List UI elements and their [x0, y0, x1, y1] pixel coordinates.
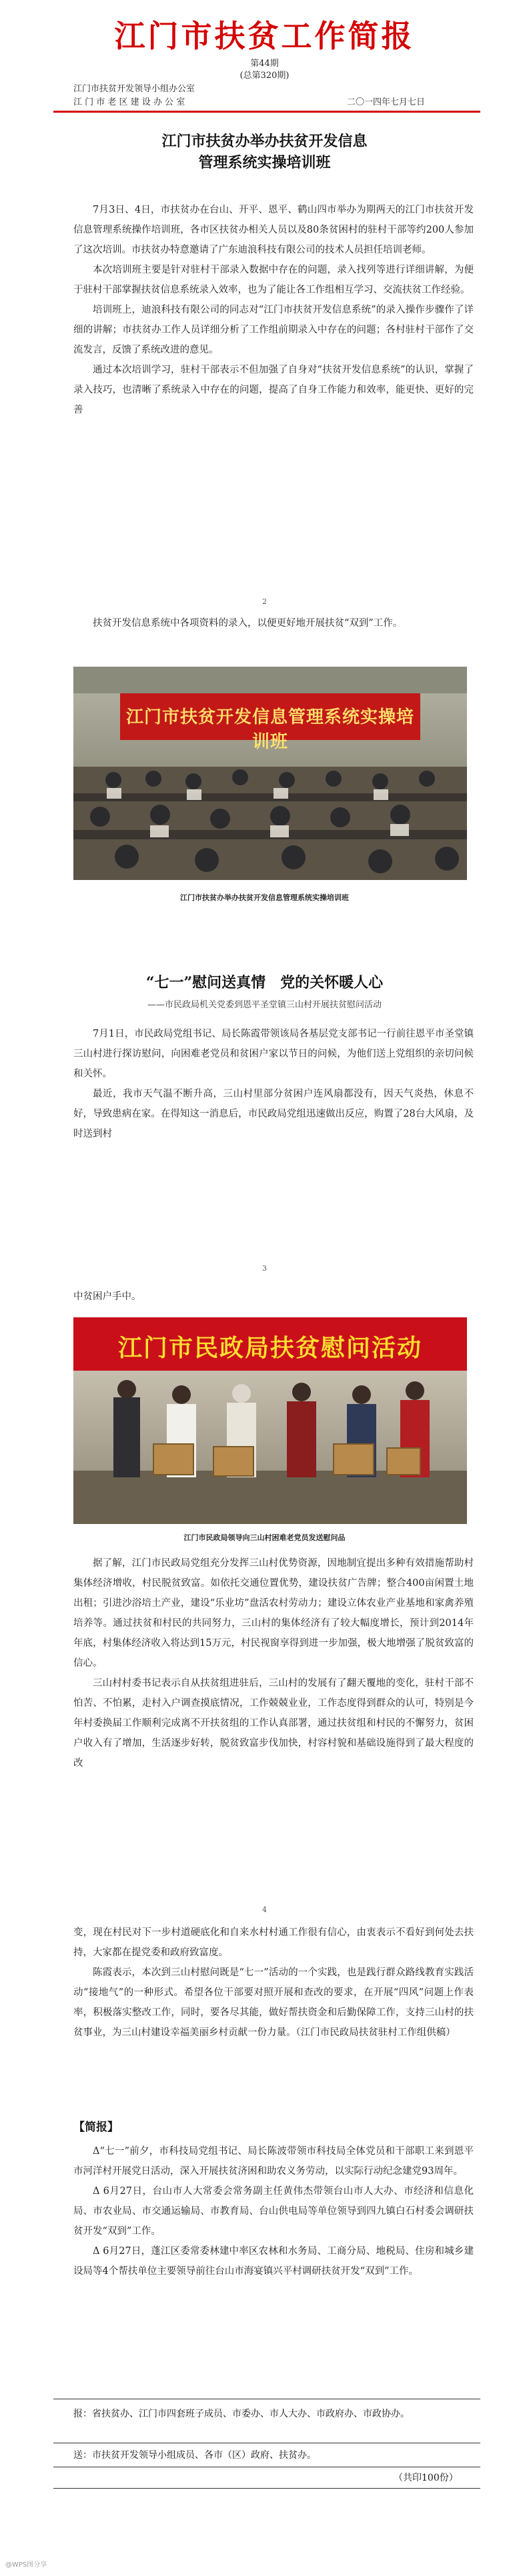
article2-body-b — [73, 1553, 474, 1773]
brief-item: Δ 6月27日，蓬江区委常委林建中率区农林和水务局、工商分局、地税局、住房和城乡建设局等4个帮扶单位主要领导前往台山市海宴镇兴平村调研扶贫开发“双到”工作。 — [73, 2246, 474, 2277]
article1-title-line1: 江门市扶贫办举办扶贫开发信息 — [161, 133, 368, 150]
issuer-org-1: 江门市扶贫开发领导小组办公室 — [73, 84, 195, 94]
article1-body — [73, 200, 474, 420]
article1-paragraph: 7月3日、4日，市扶贫办在台山、开平、恩平、鹤山四市举办为期两天的江门市扶贫开发信息管理系统操作培训班，各市区扶贫办相关人员以及80条贫困村的驻村干部等约200人参加了这次培训。市扶贫办特意邀请了广东迪浪科技有限公司的技术人员担任培训老师。 — [73, 205, 474, 255]
article2-paragraph: 最近，我市天气温不断升高，三山村里部分贫困户连风扇都没有，因天气炎热，休息不好，导致患病在家。在得知这一消息后，市民政局党组迅速做出反应，购置了28台大风扇，及时送到村 — [73, 1089, 474, 1139]
bulletin-title: 江门市扶贫工作简报 — [114, 18, 415, 54]
article1-paragraph: 本次培训班主要是针对驻村干部录入数据中存在的问题，录入找列等进行详细讲解，为便于驻村干部掌握扶贫信息系统录入效率，也为了能让各工作组相互学习、交流扶贫工作经验。 — [73, 265, 474, 295]
article2-paragraph: 三山村村委书记表示自从扶贫组进驻后，三山村的发展有了翻天覆地的变化，驻村干部不怕苦、不怕累，走村入户调查摸底情况，工作兢兢业业，工作态度得到群众的认可，特别是今年村委换届工作顺利完成离不开扶贫组的工作认真部署，通过扶贫组和村民的不懈努力，贫困户收入有了增加，生活逐步好转，脱贫致富步伐加快，村容村貌和基础设施得到了最大程度的改 — [73, 1678, 474, 1769]
article2-body — [73, 1024, 474, 1144]
wps-share-watermark: @WPS图分享 — [5, 2561, 47, 2569]
article2-paragraph: 7月1日，市民政局党组书记、局长陈霞带领该局各基层党支部书记一行前往恩平市圣堂镇三山村进行探访慰问，向困难老党员和贫困户家以节日的问候，为他们送上党组织的亲切问候和关怀。 — [73, 1029, 474, 1079]
article2-continuation — [73, 1287, 474, 1307]
article1-title-line2: 管理系统实操培训班 — [198, 154, 331, 171]
article2-title: “七一”慰问送真情 党的关怀暖人心 — [145, 974, 384, 991]
relief-photo — [73, 1317, 467, 1524]
article1-paragraph: 扶贫开发信息系统中各项资料的录入，以便更好地开展扶贫“双到”工作。 — [93, 618, 403, 629]
page-number: 3 — [262, 1264, 267, 1273]
page-number: 4 — [262, 1905, 267, 1914]
article1-paragraph: 通过本次培训学习，驻村干部表示不但加强了自身对“扶贫开发信息系统”的认识，掌握了录入技巧，也清晰了系统录入中存在的问题，提高了自身工作能力和效率，能更快、更好的完善 — [73, 365, 474, 415]
distribution-copy — [73, 2448, 474, 2461]
briefs-list — [73, 2141, 474, 2281]
brief-item: Δ 6月27日，台山市人大常委会常务副主任黄伟杰带领台山市人大办、市经济和信息化局、市农业局、市交通运输局、市教育局、台山供电局等单位领导到四九镇白石村委会调研扶贫开发“双到”工作。 — [73, 2186, 474, 2237]
brief-item: Δ“七一”前夕，市科技局党组书记、局长陈波带领市科技局全体党员和干部职工来到恩平市河洋村开展党日活动，深入开展扶贫济困和助农义务劳动，以实际行动纪念建党93周年。 — [73, 2146, 474, 2177]
masthead-divider — [53, 111, 480, 113]
article2-body-c — [73, 1923, 474, 2043]
training-banner-text: 江门市扶贫开发信息管理系统实操培训班 — [125, 707, 414, 752]
photo-caption: 江门市民政局领导向三山村困难老党员发送慰问品 — [183, 1533, 346, 1542]
send-label: 报： — [73, 2409, 92, 2419]
article2-paragraph: 变，现在村民对下一步村道硬底化和自来水村村通工作很有信心，由衷表示不看好到何处去扶持，大家都在提党委和政府致富度。 — [73, 1927, 474, 1958]
article2-paragraph: 陈霞表示，本次到三山村慰问既是“七一”活动的一个实践，也是践行群众路线教育实践活动“接地气”的一种形式。希望各位干部要对照开展和查改的要求，在开展“四风”问题上作表率，积极落实整改工作，同时，要各尽其能，做好帮扶资金和后勤保障工作，支持三山村的扶贫事业，为三山村建设幸福美丽乡村贡献一份力量。（江门市民政局扶贫驻村工作组供稿） — [73, 1967, 474, 2038]
issue-number: 第44期 — [250, 59, 279, 69]
relief-banner-text: 江门市民政局扶贫慰问活动 — [117, 1335, 422, 1362]
article1-continuation — [73, 613, 474, 633]
copy-recipients: 市扶贫开发领导小组成员、各市（区）政府、扶贫办。 — [92, 2450, 316, 2461]
article1-paragraph: 培训班上，迪浪科技有限公司的同志对“江门市扶贫开发信息系统”的录入操作步骤作了详细的讲解；市扶贫办工作人员详细分析了工作组前期录入中存在的问题；各村驻村干部作了交流发言，反馈了系统改进的意见。 — [73, 305, 474, 355]
send-recipients: 省扶贫办、江门市四套班子成员、市委办、市人大办、市政府办、市政协办。 — [92, 2409, 410, 2419]
article2-subtitle: ——市民政局机关党委到恩平圣堂镇三山村开展扶贫慰问活动 — [147, 1000, 382, 1010]
article2-paragraph: 中贫困户手中。 — [73, 1291, 141, 1302]
footer-divider-bottom — [53, 2488, 480, 2489]
page-number: 2 — [262, 597, 267, 606]
article2-paragraph: 据了解，江门市民政局党组充分发挥三山村优势资源，因地制宜提出多种有效措施帮助村集体经济增收，村民脱贫致富。如依托交通位置优势，建设扶贫广告牌；整合400亩闲置土地出租；引进沙浴培土产业，建设“乐业坊”盘活农村劳动力；建设立体农业产业基地和家禽养殖培养等。通过扶贫和村民的共同努力，三山村的集体经济有了较大幅度增长，预计到2014年年底，村集体经济收入将达到15万元，村民视窗享得到进一步加强，极大地增强了脱贫致富的信心。 — [73, 1558, 474, 1669]
training-photo — [73, 667, 467, 880]
total-issue-number: (总第320期) — [239, 71, 290, 81]
print-count: （共印100份） — [394, 2473, 458, 2483]
copy-label: 送： — [73, 2450, 92, 2461]
training-photo-image — [73, 667, 467, 880]
issue-date: 二〇一四年七月七日 — [347, 97, 426, 107]
briefs-heading: 【简报】 — [73, 2121, 119, 2134]
photo-caption: 江门市扶贫办举办扶贫开发信息管理系统实操培训班 — [180, 893, 349, 902]
distribution-send — [73, 2405, 474, 2423]
issuer-org-2: 江 门 市 老 区 建 设 办 公 室 — [73, 97, 185, 107]
